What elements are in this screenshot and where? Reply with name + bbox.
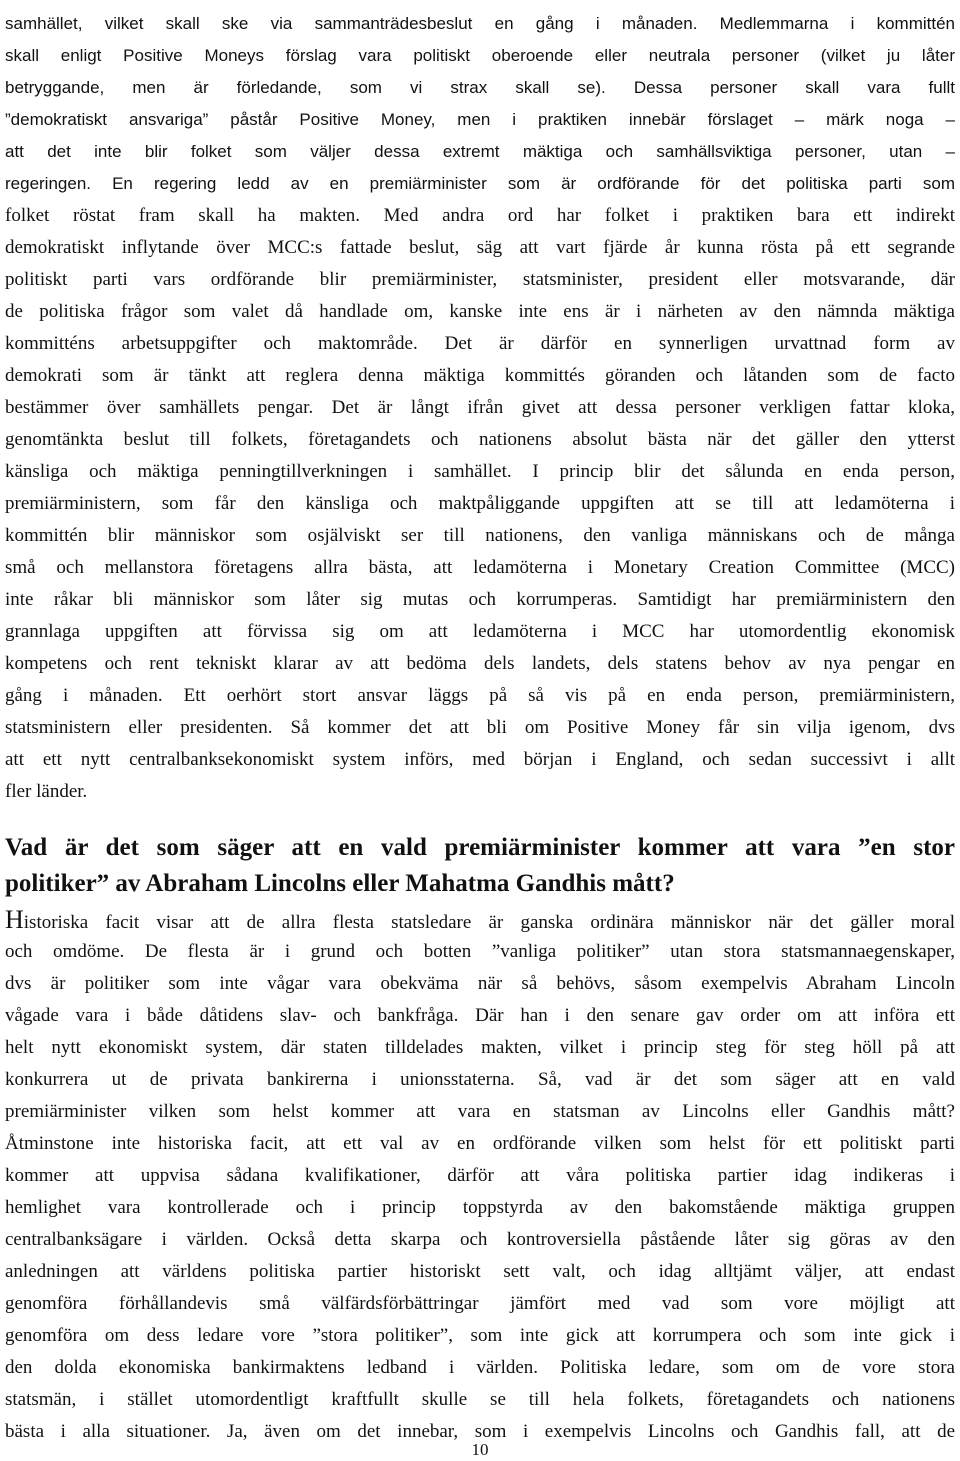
paragraph-2 (5, 904, 955, 1448)
paragraph-line: gång i månaden. Ett oerhört stort ansvar läggs på så vis på en enda person, premiärministern, (5, 685, 955, 706)
paragraph-line: skall enligt Positive Moneys förslag vara politiskt oberoende eller neutrala personer (vilket ju låter (5, 46, 955, 65)
paragraph-line: den dolda ekonomiska bankirmaktens ledband i världen. Politiska ledare, som om de vore stora (5, 1357, 955, 1378)
paragraph-1 (5, 8, 955, 808)
paragraph-line: demokratiskt inflytande över MCC:s fattade beslut, säg att vart fjärde år kunna rösta på ett segrande (5, 237, 955, 258)
section-heading (5, 830, 955, 902)
paragraph-line: konkurrera ut de privata bankirerna i unionsstaterna. Så, vad är det som säger att en vald (5, 1069, 955, 1090)
paragraph-line: vågade vara i både dåtidens slav- och bankfråga. Där han i den senare gav order om att införa ett (5, 1005, 955, 1026)
drop-cap-letter: H (5, 905, 24, 934)
paragraph-line: statsministern eller presidenten. Så kommer det att bli om Positive Money får sin vilja igenom, dvs (5, 717, 955, 738)
paragraph-line: demokrati som är tänkt att reglera denna mäktiga kommittés göranden och låtanden som de facto (5, 365, 955, 386)
paragraph-line: genomföra förhållandevis små välfärdsförbättringar jämfört med vad som vore möjligt att (5, 1293, 955, 1314)
paragraph-line: betryggande, men är förledande, som vi strax skall se). Dessa personer skall vara fullt (5, 78, 955, 97)
heading-line: Vad är det som säger att en vald premiärminister kommer att vara ”en stor (5, 834, 955, 861)
paragraph-line: känsliga och mäktiga penningtillverkningen i samhället. I princip blir det sålunda en enda person, (5, 461, 955, 482)
paragraph-line (5, 904, 955, 936)
paragraph-line: politiskt parti vars ordförande blir premiärminister, statsminister, president eller motsvarande, där (5, 269, 955, 290)
paragraph-line: dvs är politiker som inte vågar vara obekväma när så behövs, såsom exempelvis Abraham Lincoln (5, 973, 955, 994)
paragraph-line: och omdöme. De flesta är i grund och botten ”vanliga politiker” utan stora statsmannaegenskaper, (5, 941, 955, 962)
paragraph-line: helt nytt ekonomiskt system, där staten tilldelades makten, vilket i princip steg för steg höll på att (5, 1037, 955, 1058)
paragraph-line: ”demokratiskt ansvariga” påstår Positive Money, men i praktiken innebär förslaget – märk noga – (5, 110, 955, 129)
paragraph-line: samhället, vilket skall ske via sammanträdesbeslut en gång i månaden. Medlemmarna i kommittén (5, 14, 955, 33)
paragraph-line: premiärminister vilken som helst kommer att vara en statsman av Lincolns eller Gandhis mått? (5, 1101, 955, 1122)
heading-line: politiker” av Abraham Lincolns eller Mahatma Gandhis mått? (5, 870, 675, 897)
paragraph-line: kommer att uppvisa sådana kvalifikationer, därför att våra politiska partier idag indikeras i (5, 1165, 955, 1186)
paragraph-line: kompetens och rent tekniskt klarar av att bedöma dels landets, dels statens behov av nya pengar en (5, 653, 955, 674)
paragraph-line: kommittén blir människor som osjälviskt ser till nationens, den vanliga människans och de många (5, 525, 955, 546)
paragraph-line: inte råkar bli människor som låter sig mutas och korrumperas. Samtidigt har premiärministern den (5, 589, 955, 610)
paragraph-line-text: istoriska facit visar att de allra flesta statsledare är ganska ordinära människor när det gäller moral (23, 912, 955, 933)
paragraph-line: genomtänkta beslut till folkets, företagandets och nationens absolut bästa när det gäller den ytterst (5, 429, 955, 450)
document-page (5, 0, 955, 1448)
paragraph-line: att det inte blir folket som väljer dessa extremt mäktiga och samhällsviktiga personer, utan – (5, 142, 955, 161)
paragraph-line: kommitténs arbetsuppgifter och maktområde. Det är därför en synnerligen urvattnad form av (5, 333, 955, 354)
paragraph-line: hemlighet vara kontrollerade och i princip toppstyrda av den bakomstående mäktiga gruppen (5, 1197, 955, 1218)
paragraph-line: folket röstat fram skall ha makten. Med andra ord har folket i praktiken bara ett indirekt (5, 205, 955, 226)
paragraph-line: fler länder. (5, 781, 88, 802)
paragraph-line: små och mellanstora företagens allra bästa, att ledamöterna i Monetary Creation Committee (MCC) (5, 557, 955, 578)
paragraph-line: bästa i alla situationer. Ja, även om det innebar, som i exempelvis Lincolns och Gandhis fall, att de (5, 1421, 955, 1442)
paragraph-line: regeringen. En regering ledd av en premiärminister som är ordförande för det politiska parti som (5, 174, 955, 193)
paragraph-line: anledningen att världens politiska partier historiskt sett valt, och idag alltjämt väljer, att endast (5, 1261, 955, 1282)
paragraph-line: centralbanksägare i världen. Också detta skarpa och kontroversiella påstående låter sig göras av den (5, 1229, 955, 1250)
paragraph-line: de politiska frågor som valet då handlade om, kanske inte ens är i närheten av den nämnda mäktiga (5, 301, 955, 322)
paragraph-line: att ett nytt centralbanksekonomiskt system införs, med början i England, och sedan successivt i allt (5, 749, 955, 770)
paragraph-line: premiärministern, som får den känsliga och maktpåliggande uppgiften att se till att ledamöterna i (5, 493, 955, 514)
page-number: 10 (471, 1440, 489, 1459)
paragraph-line: statsmän, i stället utomordentligt kraftfullt skulle se till hela folkets, företagandets och nationens (5, 1389, 955, 1410)
paragraph-line: genomföra om dess ledare vore ”stora politiker”, som inte gick att korrumpera och som inte gick i (5, 1325, 955, 1346)
paragraph-line: bestämmer över samhällets pengar. Det är långt ifrån givet att dessa personer verkligen fattar kloka, (5, 397, 955, 418)
paragraph-line: grannlaga uppgiften att förvissa sig om att ledamöterna i MCC har utomordentlig ekonomisk (5, 621, 955, 642)
paragraph-line: Åtminstone inte historiska facit, att ett val av en ordförande vilken som helst för ett politiskt parti (5, 1133, 955, 1154)
